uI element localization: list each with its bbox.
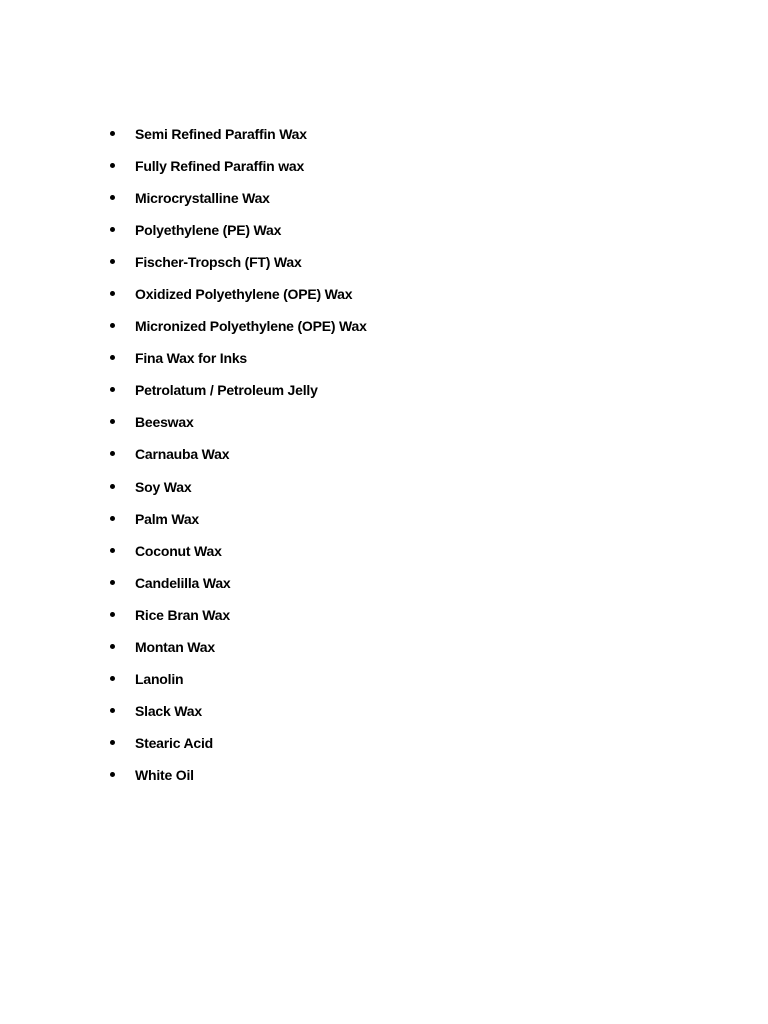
bullet-icon (110, 355, 115, 360)
list-item-label: Coconut Wax (135, 542, 222, 559)
list-item-label: Rice Bran Wax (135, 606, 230, 623)
bullet-icon (110, 772, 115, 777)
bullet-icon (110, 612, 115, 617)
bullet-icon (110, 259, 115, 264)
bullet-icon (110, 644, 115, 649)
list-item-label: Stearic Acid (135, 734, 214, 751)
list-item-label: Oxidized Polyethylene (OPE) Wax (135, 286, 353, 303)
list-item-label: Carnauba Wax (135, 446, 230, 463)
list-item-label: Lanolin (135, 670, 184, 687)
list-item-label: Candelilla Wax (135, 574, 231, 591)
bullet-icon (110, 516, 115, 521)
bullet-icon (110, 227, 115, 232)
list-item-label: Palm Wax (135, 510, 200, 527)
bullet-icon (110, 419, 115, 424)
list-item-label: Soy Wax (135, 478, 192, 495)
bullet-icon (110, 580, 115, 585)
bullet-icon (110, 291, 115, 296)
bullet-icon (110, 323, 115, 328)
bullet-icon (110, 451, 115, 456)
bullet-icon (110, 676, 115, 681)
list-item-label: Fischer-Tropsch (FT) Wax (135, 254, 302, 271)
list-item-label: Fina Wax for Inks (135, 350, 247, 367)
bullet-icon (110, 387, 115, 392)
list-item-label: Semi Refined Paraffin Wax (135, 126, 307, 142)
bullet-icon (110, 484, 115, 489)
list-item-label: Petrolatum / Petroleum Jelly (135, 382, 318, 399)
list-item-label: Polyethylene (PE) Wax (135, 222, 282, 239)
bullet-icon (110, 195, 115, 200)
list-item-label: Microcrystalline Wax (135, 190, 270, 207)
bullet-icon (110, 708, 115, 713)
bullet-icon (110, 740, 115, 745)
bullet-icon (110, 163, 115, 168)
list-item-label: Micronized Polyethylene (OPE) Wax (135, 318, 367, 335)
list-item-label: Beeswax (135, 414, 194, 431)
list-item-label: White Oil (135, 766, 194, 783)
list-item-label: Slack Wax (135, 702, 202, 719)
list-item-label: Montan Wax (135, 638, 215, 655)
list-item-label: Fully Refined Paraffin wax (135, 158, 305, 175)
bullet-icon (110, 131, 115, 136)
bullet-icon (110, 548, 115, 553)
